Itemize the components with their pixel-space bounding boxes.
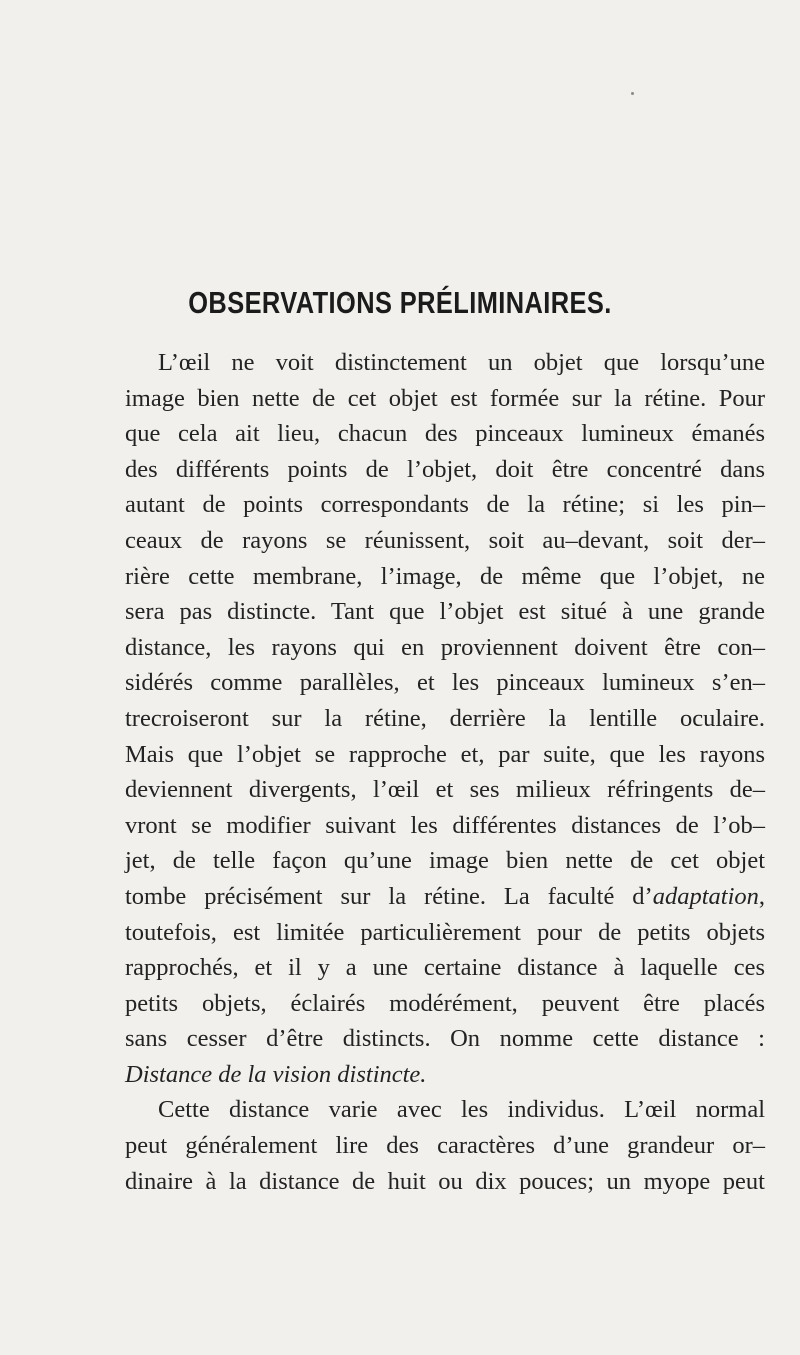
text-line: autant de points correspondants de la rétine; si les pin–	[125, 491, 765, 519]
text-line-with-italic	[125, 879, 765, 915]
ink-speck	[631, 92, 634, 95]
text-line: des différents points de l’objet, doit être concentré dans	[125, 455, 765, 483]
page-title: OBSERVATIONS PRÉLIMINAIRES.	[188, 285, 612, 320]
text-line: Mais que l’objet se rapproche et, par suite, que les rayons	[125, 740, 765, 768]
text-line: dinaire à la distance de huit ou dix pouces; un myope peut	[125, 1167, 765, 1195]
text-line: jet, de telle façon qu’une image bien nette de cet objet	[125, 847, 765, 875]
text-line: toutefois, est limitée particulièrement pour de petits objets	[125, 918, 765, 946]
text-line: sera pas distincte. Tant que l’objet est situé à une grande	[125, 598, 765, 626]
italic-term: adaptation	[652, 882, 759, 910]
text-line: deviennent divergents, l’œil et ses milieux réfringents de–	[125, 776, 765, 804]
text-line: vront se modifier suivant les différentes distances de l’ob–	[125, 811, 765, 839]
text-line: sidérés comme parallèles, et les pinceaux lumineux s’en–	[125, 669, 765, 697]
text-line: L’œil ne voit distinctement un objet que lorsqu’une	[158, 349, 765, 376]
text-line: petits objets, éclairés modérément, peuvent être placés	[125, 989, 765, 1017]
text-line: rapprochés, et il y a une certaine distance à laquelle ces	[125, 954, 765, 982]
text-line-start: tombe précisément sur la rétine. La faculté d’	[125, 882, 653, 910]
text-line: rière cette membrane, l’image, de même que l’objet, ne	[125, 562, 765, 590]
punctuation: ,	[758, 882, 765, 910]
text-line: Cette distance varie avec les individus. L’œil normal	[158, 1096, 765, 1124]
body-text	[125, 345, 765, 1199]
text-line: image bien nette de cet objet est formée sur la rétine. Pour	[125, 384, 765, 412]
text-line: distance, les rayons qui en proviennent doivent être con–	[125, 633, 765, 661]
text-line: ceaux de rayons se réunissent, soit au–devant, soit der–	[125, 526, 765, 554]
text-line: trecroiseront sur la rétine, derrière la lentille oculaire.	[125, 704, 765, 732]
text-line: que cela ait lieu, chacun des pinceaux lumineux émanés	[125, 420, 765, 448]
text-line: sans cesser d’être distincts. On nomme cette distance :	[125, 1025, 765, 1053]
italic-heading-line: Distance de la vision distincte.	[125, 1060, 427, 1088]
text-line: peut généralement lire des caractères d’une grandeur or–	[125, 1132, 765, 1160]
